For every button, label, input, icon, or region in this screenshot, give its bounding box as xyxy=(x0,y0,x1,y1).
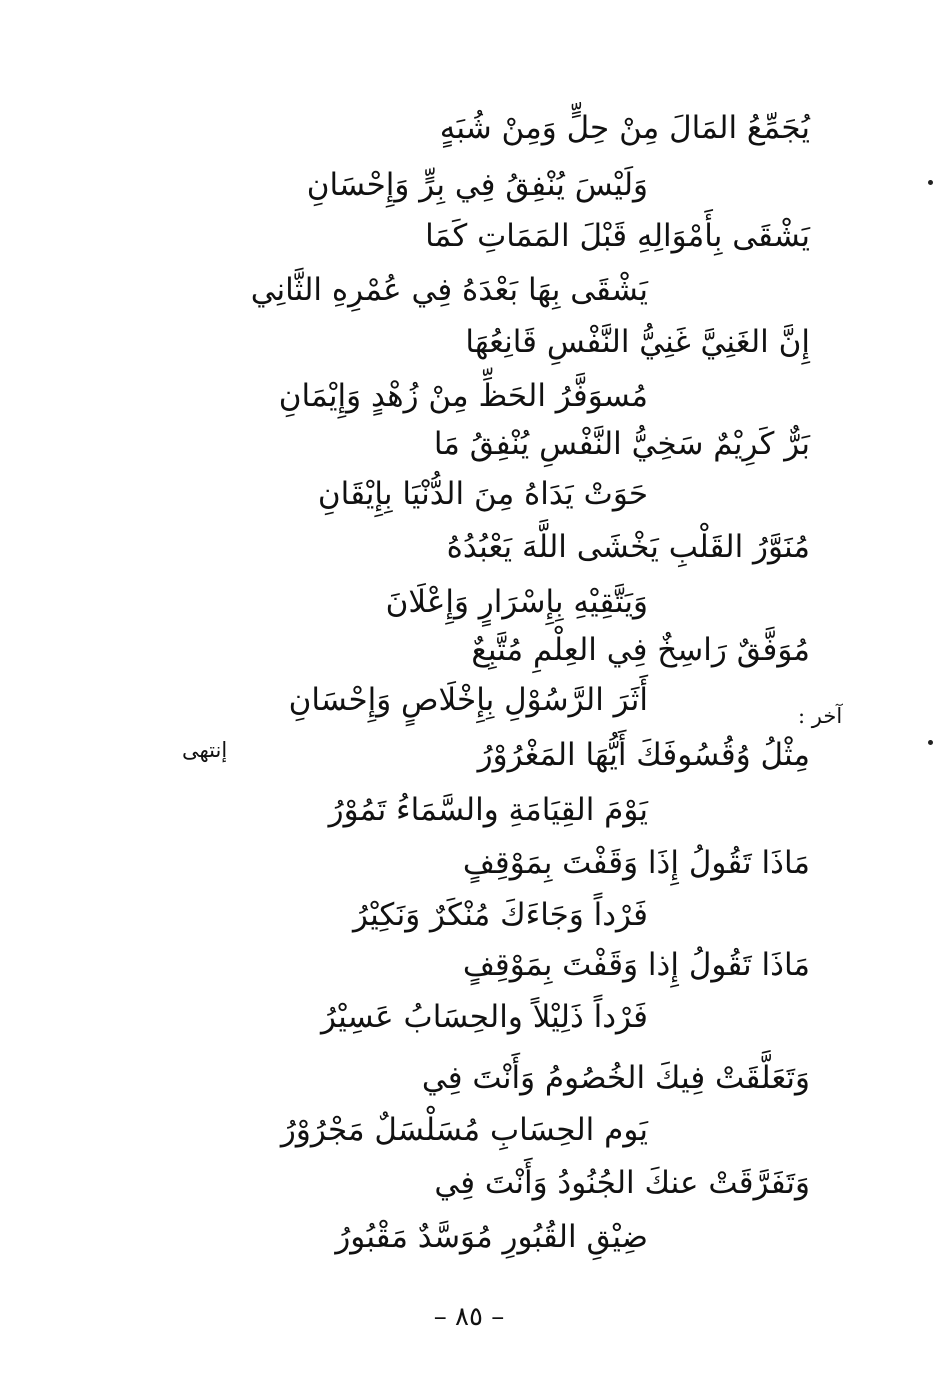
note-akhar: آخر : xyxy=(798,704,843,728)
scan-speck xyxy=(928,740,933,745)
verse-line: مَاذَا تَقُولُ إِذا وَقَفْتَ بِمَوْقِفٍ xyxy=(462,947,810,983)
verse-line: وَتَعَلَّقَتْ فِيكَ الخُصُومُ وَأَنْتَ فِي xyxy=(421,1060,810,1096)
verse-line: يُجَمِّعُ المَالَ مِنْ حِلٍّ وَمِنْ شُبَهٍ xyxy=(439,110,810,146)
verse-line: فَرْداً ذَلِيْلاً والحِسَابُ عَسِيْرُ xyxy=(321,999,648,1035)
verse-line: يَوْمَ القِيَامَةِ والسَّمَاءُ تَمُوْرُ xyxy=(328,792,648,828)
verse-line: يَوم الحِسَابِ مُسَلْسَلٌ مَجْرُوْرُ xyxy=(280,1112,648,1148)
verse-line: يَشْقَى بِهَا بَعْدَهُ فِي عُمْرِهِ الثَّانِي xyxy=(250,272,648,308)
verse-line: وَلَيْسَ يُنْفِقُ فِي بِرٍّ وَإِحْسَانِ xyxy=(306,167,648,203)
verse-line: وَيَتَّقِيْهِ بِإِسْرَارٍ وَإِعْلَانَ xyxy=(385,584,648,620)
verse-line: مُسوَفَّرُ الحَظِّ مِنْ زُهْدٍ وَإِيْمَانِ xyxy=(278,378,648,414)
page-number: – ٨٥ – xyxy=(433,1302,505,1332)
note-intaha: إنتهى xyxy=(182,738,228,762)
verse-line: أَثَرَ الرَّسُوْلِ بِإِخْلَاصٍ وَإِحْسَانِ xyxy=(288,682,648,718)
verse-line: ضِيْقِ القُبُورِ مُوَسَّدٌ مَقْبُورُ xyxy=(335,1219,648,1255)
scan-speck xyxy=(928,180,933,185)
verse-line: حَوَتْ يَدَاهُ مِنَ الدُّنْيَا بِإِيْقَانِ xyxy=(317,476,648,512)
verse-line: مُنَوَّرُ القَلْبِ يَخْشَى اللَّهَ يَعْبُدُهُ xyxy=(446,529,810,565)
verse-line: مُوَفَّقٌ رَاسِخٌ فِي العِلْمِ مُتَّبِعٌ xyxy=(471,632,810,668)
verse-line: إِنَّ الغَنِيَّ غَنِيُّ النَّفْسِ قَانِعُهَا xyxy=(465,324,810,360)
verse-line: فَرْداً وَجَاءَكَ مُنْكَرٌ وَنَكِيْرُ xyxy=(353,897,648,933)
verse-line: بَرٌّ كَرِيْمٌ سَخِيُّ النَّفْسِ يُنْفِقُ مَا xyxy=(433,426,810,462)
verse-line: وَتَفَرَّقَتْ عنكَ الجُنُودُ وَأَنْتَ فِي xyxy=(434,1165,810,1201)
verse-line: يَشْقَى بِأَمْوَالِهِ قَبْلَ المَمَاتِ كَمَا xyxy=(425,218,810,254)
verse-line: مَاذَا تَقُولُ إِذَا وَقَفْتَ بِمَوْقِفٍ xyxy=(462,845,810,881)
verse-line: مِثْلُ وُقُسُوفَكَ أَيُّهَا المَغْرُوْرُ xyxy=(477,737,810,773)
